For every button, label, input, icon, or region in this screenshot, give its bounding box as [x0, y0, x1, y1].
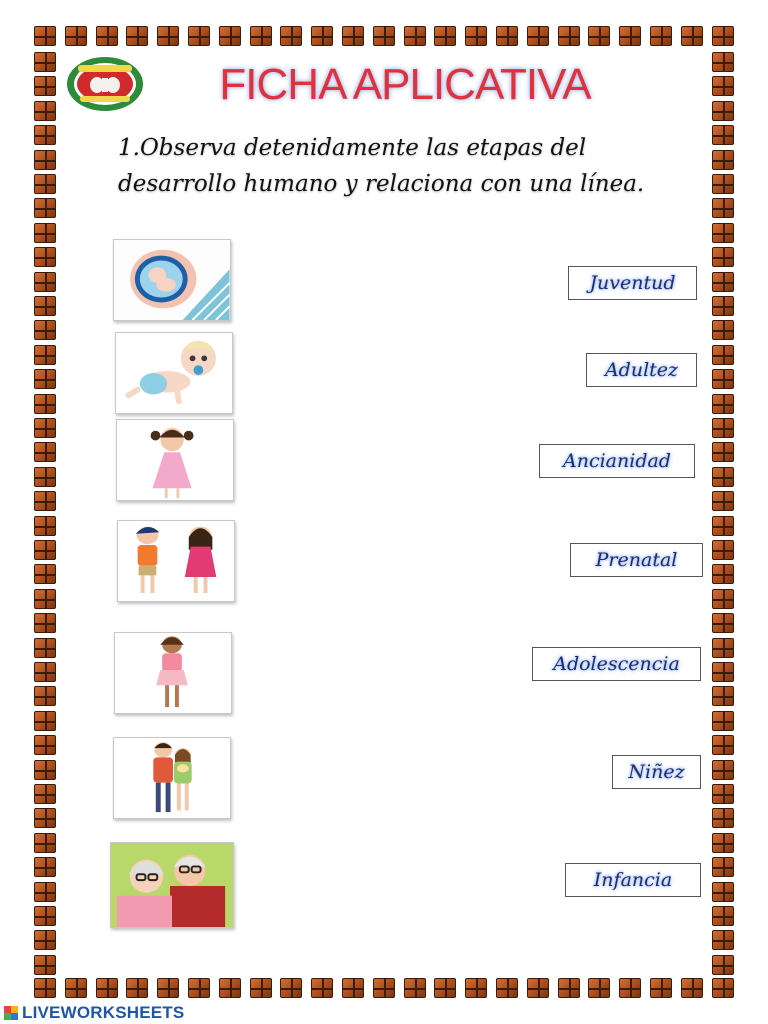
footer-brand: [4, 1002, 184, 1024]
border-brick: [712, 296, 734, 316]
border-brick: [619, 978, 641, 998]
label-adultez[interactable]: Adultez: [586, 353, 697, 387]
border-brick: [34, 857, 56, 877]
label-adolescencia[interactable]: Adolescencia: [532, 647, 701, 681]
border-brick: [712, 686, 734, 706]
border-brick: [34, 223, 56, 243]
girl-child-image: [116, 419, 234, 501]
border-brick: [34, 369, 56, 389]
border-brick: [712, 442, 734, 462]
border-brick: [342, 978, 364, 998]
label-prenatal[interactable]: Prenatal: [570, 543, 703, 577]
border-brick: [465, 978, 487, 998]
border-brick: [342, 26, 364, 46]
liveworksheets-logo-icon: [4, 1006, 18, 1020]
border-brick: [311, 978, 333, 998]
border-brick: [34, 882, 56, 902]
border-brick: [65, 978, 87, 998]
border-brick: [34, 442, 56, 462]
border-brick: [34, 662, 56, 682]
border-brick: [712, 638, 734, 658]
border-brick: [219, 978, 241, 998]
border-brick: [250, 978, 272, 998]
border-brick: [434, 26, 456, 46]
border-brick: [712, 101, 734, 121]
border-brick: [712, 125, 734, 145]
border-brick: [34, 174, 56, 194]
young-woman-image: [114, 632, 232, 714]
border-brick: [34, 613, 56, 633]
border-brick: [34, 564, 56, 584]
border-brick: [712, 978, 734, 998]
border-brick: [712, 394, 734, 414]
border-brick: [465, 26, 487, 46]
border-brick: [280, 26, 302, 46]
border-brick: [434, 978, 456, 998]
instruction-text: 1.Observa detenidamente las etapas del desarrollo humano y relaciona con una línea.: [118, 135, 645, 197]
border-brick: [34, 686, 56, 706]
border-brick: [712, 930, 734, 950]
border-brick: [712, 174, 734, 194]
label-juventud[interactable]: Juventud: [568, 266, 697, 300]
border-brick: [404, 26, 426, 46]
border-brick: [34, 125, 56, 145]
border-brick: [527, 26, 549, 46]
border-brick: [34, 150, 56, 170]
border-brick: [712, 540, 734, 560]
school-logo: [66, 56, 144, 112]
border-brick: [34, 345, 56, 365]
border-brick: [712, 784, 734, 804]
border-brick: [712, 589, 734, 609]
border-brick: [280, 978, 302, 998]
border-brick: [34, 760, 56, 780]
border-brick: [712, 760, 734, 780]
border-brick: [712, 76, 734, 96]
border-brick: [34, 930, 56, 950]
border-brick: [712, 345, 734, 365]
border-brick: [34, 76, 56, 96]
border-brick: [250, 26, 272, 46]
border-brick: [34, 467, 56, 487]
border-brick: [96, 978, 118, 998]
border-brick: [712, 223, 734, 243]
border-brick: [126, 978, 148, 998]
label-ninez[interactable]: Niñez: [612, 755, 701, 789]
border-brick: [712, 833, 734, 853]
border-brick: [712, 906, 734, 926]
border-brick: [650, 978, 672, 998]
border-brick: [188, 26, 210, 46]
border-brick: [34, 955, 56, 975]
border-brick: [681, 978, 703, 998]
border-brick: [712, 564, 734, 584]
border-brick: [527, 978, 549, 998]
border-brick: [188, 978, 210, 998]
border-brick: [157, 978, 179, 998]
border-brick: [34, 272, 56, 292]
border-brick: [219, 26, 241, 46]
border-brick: [712, 418, 734, 438]
border-brick: [34, 735, 56, 755]
border-brick: [712, 272, 734, 292]
border-brick: [373, 978, 395, 998]
border-brick: [34, 320, 56, 340]
border-brick: [373, 26, 395, 46]
border-brick: [34, 638, 56, 658]
border-brick: [34, 394, 56, 414]
elderly-couple-image: [110, 842, 234, 928]
border-brick: [712, 735, 734, 755]
border-brick: [96, 26, 118, 46]
border-brick: [34, 296, 56, 316]
border-brick: [34, 978, 56, 998]
border-brick: [496, 978, 518, 998]
border-brick: [588, 26, 610, 46]
border-brick: [712, 516, 734, 536]
border-brick: [681, 26, 703, 46]
page-title: FICHA APLICATIVA: [219, 60, 591, 109]
border-brick: [650, 26, 672, 46]
border-brick: [588, 978, 610, 998]
border-brick: [157, 26, 179, 46]
border-brick: [712, 320, 734, 340]
border-brick: [34, 711, 56, 731]
border-brick: [34, 52, 56, 72]
border-brick: [558, 978, 580, 998]
border-brick: [34, 26, 56, 46]
border-brick: [34, 589, 56, 609]
border-brick: [712, 955, 734, 975]
border-brick: [712, 150, 734, 170]
border-brick: [712, 52, 734, 72]
border-brick: [712, 491, 734, 511]
border-brick: [496, 26, 518, 46]
border-brick: [34, 247, 56, 267]
border-brick: [34, 198, 56, 218]
border-brick: [712, 662, 734, 682]
border-brick: [712, 613, 734, 633]
border-brick: [712, 247, 734, 267]
label-infancia[interactable]: Infancia: [565, 863, 701, 897]
border-brick: [34, 833, 56, 853]
fetus-in-womb-image: [113, 239, 231, 321]
border-brick: [404, 978, 426, 998]
border-brick: [712, 808, 734, 828]
border-brick: [34, 491, 56, 511]
teen-boy-and-girl-image: [117, 520, 235, 602]
border-brick: [34, 101, 56, 121]
border-brick: [558, 26, 580, 46]
footer-brand-text: LIVEWORKSHEETS: [22, 1003, 185, 1022]
border-brick: [619, 26, 641, 46]
border-brick: [34, 784, 56, 804]
border-brick: [34, 808, 56, 828]
border-brick: [712, 857, 734, 877]
border-brick: [34, 540, 56, 560]
border-brick: [126, 26, 148, 46]
label-ancianidad[interactable]: Ancianidad: [539, 444, 695, 478]
border-brick: [34, 418, 56, 438]
border-brick: [712, 369, 734, 389]
adult-couple-with-baby-image: [113, 737, 231, 819]
border-brick: [34, 516, 56, 536]
border-brick: [712, 26, 734, 46]
border-brick: [34, 906, 56, 926]
crawling-baby-image: [115, 332, 233, 414]
border-brick: [712, 882, 734, 902]
border-brick: [712, 711, 734, 731]
border-brick: [712, 467, 734, 487]
border-brick: [712, 198, 734, 218]
border-brick: [65, 26, 87, 46]
border-brick: [311, 26, 333, 46]
